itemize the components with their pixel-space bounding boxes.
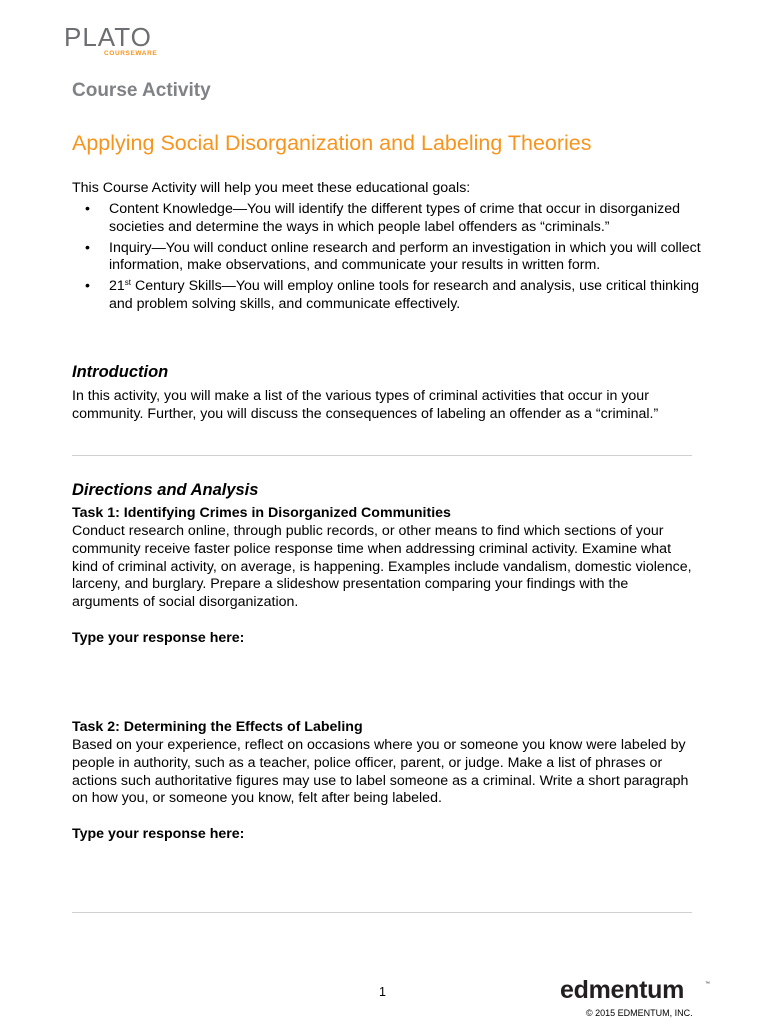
page-number: 1 bbox=[379, 985, 386, 999]
edmentum-logo-word: edmentum bbox=[560, 976, 685, 1004]
goal-text: Content Knowledge—You will identify the different types of crime that occur in disorganized societies and determine the ways in which people label offenders as “criminals.” bbox=[109, 201, 680, 235]
bullet-icon: • bbox=[85, 201, 90, 217]
goals-list bbox=[72, 201, 702, 317]
section-divider bbox=[72, 455, 692, 456]
task1-response-label[interactable]: Type your response here: bbox=[72, 630, 245, 646]
task2-text: Based on your experience, reflect on occasions where you or someone you know were labeled by people in authority, such as a teacher, police officer, parent, or judge. Make a list of phrases or actions such authoritative figures may use to label someone as a criminal. Write a short paragraph on how you, or someone you know, felt after being labeled. bbox=[72, 737, 689, 807]
goals-intro: This Course Activity will help you meet these educational goals: bbox=[72, 180, 471, 196]
document-title: Applying Social Disorganization and Labeling Theories bbox=[72, 131, 592, 155]
goal-text: Century Skills—You will employ online tools for research and analysis, use critical thinking and problem solving skills, and communicate effectively. bbox=[109, 278, 700, 312]
directions-heading: Directions and Analysis bbox=[72, 481, 259, 499]
plato-logo bbox=[64, 24, 170, 60]
goal-text: Inquiry—You will conduct online research and perform an investigation in which you will collect information, make observations, and communicate your results in written form. bbox=[109, 239, 701, 274]
plato-logo-subtitle: COURSEWARE bbox=[104, 50, 158, 57]
goal-item-content-knowledge bbox=[72, 201, 702, 237]
trademark-symbol: ™ bbox=[705, 981, 710, 987]
introduction-heading: Introduction bbox=[72, 363, 169, 381]
edmentum-logo bbox=[560, 975, 710, 1005]
bullet-icon: • bbox=[85, 239, 90, 256]
task2-title: Task 2: Determining the Effects of Labeling bbox=[72, 719, 363, 735]
goal-item-century-skills bbox=[72, 278, 702, 314]
goal-item-inquiry bbox=[72, 240, 702, 276]
copyright-notice: © 2015 EDMENTUM, INC. bbox=[586, 1008, 693, 1018]
introduction-text: In this activity, you will make a list of the various types of criminal activities that occur in your community. Further, you will discuss the consequences of labeling an offender as a “criminal.” bbox=[72, 388, 659, 422]
plato-logo-word: PLATO bbox=[64, 22, 152, 52]
task1-text: Conduct research online, through public records, or other means to find which sections of your community receive faster police response time when addressing criminal activity. Examine what kind of criminal activity, on average, is happening. Examples include vandalism, domestic violence, larceny, and burglary. Prepare a slideshow presentation comparing your findings with the arguments of social disorganization. bbox=[72, 523, 692, 611]
footer-divider bbox=[72, 912, 692, 913]
goal-prefix: 21 bbox=[109, 278, 125, 295]
task1-title: Task 1: Identifying Crimes in Disorganized Communities bbox=[72, 505, 451, 521]
task2-response-label[interactable]: Type your response here: bbox=[72, 826, 245, 842]
course-activity-label: Course Activity bbox=[72, 80, 211, 101]
bullet-icon: • bbox=[85, 278, 90, 295]
goal-superscript: st bbox=[124, 278, 132, 288]
